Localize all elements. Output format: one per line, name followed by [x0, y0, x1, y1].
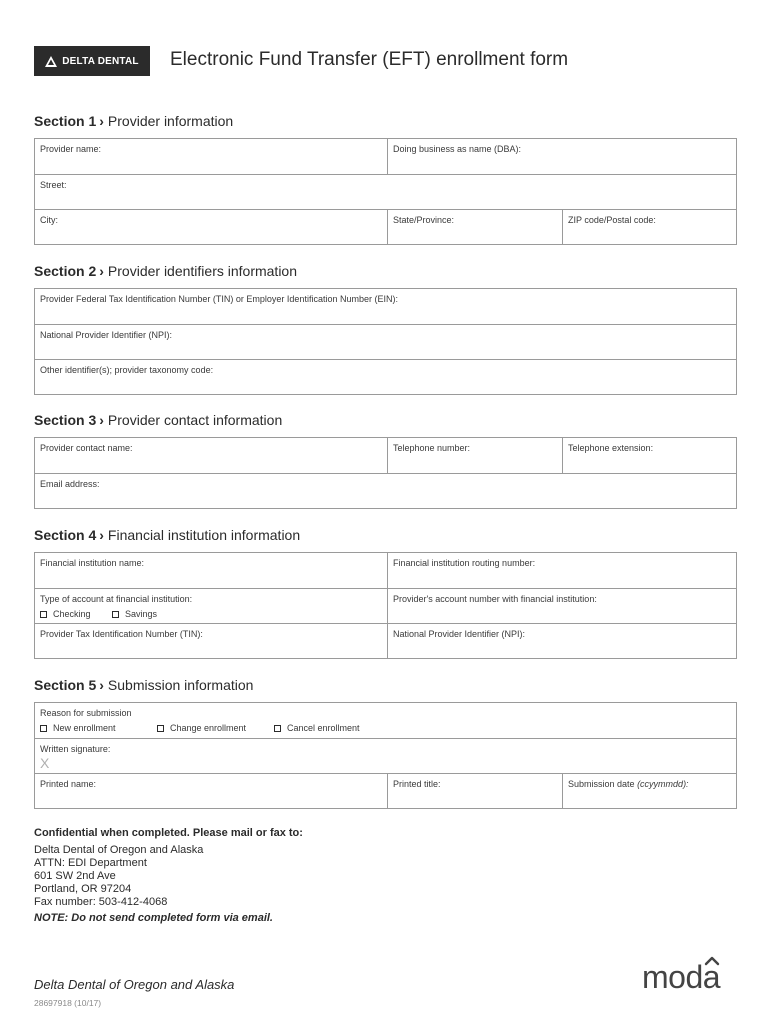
section-title: Provider contact information — [107, 412, 283, 428]
printed-name-field[interactable]: Printed name: — [40, 779, 97, 789]
section-heading — [34, 526, 737, 546]
submission-table — [34, 702, 737, 809]
moda-chevron-icon — [642, 955, 742, 969]
new-enrollment-checkbox[interactable] — [40, 725, 47, 732]
submission-date-label: Submission date — [568, 779, 635, 789]
address-line: Delta Dental of Oregon and Alaska — [34, 844, 204, 856]
change-enrollment-checkbox[interactable] — [157, 725, 164, 732]
footer-organization: Delta Dental of Oregon and Alaska — [34, 977, 235, 992]
cancel-enrollment-label: Cancel enrollment — [287, 723, 360, 733]
extension-field[interactable]: Telephone extension: — [562, 438, 736, 473]
checking-label: Checking — [53, 609, 91, 619]
section-heading — [34, 676, 737, 696]
section-provider-identifiers — [34, 262, 737, 395]
table-row — [35, 139, 736, 174]
table-row — [35, 324, 736, 359]
section-provider-information — [34, 112, 737, 245]
other-identifier-field[interactable]: Other identifier(s); provider taxonomy code: — [40, 365, 214, 375]
new-enrollment-option[interactable] — [40, 722, 157, 735]
section-title: Financial institution information — [107, 527, 301, 543]
delta-dental-logo — [34, 46, 150, 76]
section-number: Section 5 — [34, 677, 97, 693]
account-type-cell — [35, 589, 387, 623]
section-number: Section 1 — [34, 113, 97, 129]
section-title: Provider identifiers information — [107, 263, 298, 279]
section-heading — [34, 112, 737, 132]
financial-institution-table — [34, 552, 737, 659]
savings-label: Savings — [125, 609, 158, 619]
routing-number-field[interactable]: Financial institution routing number: — [387, 553, 736, 588]
section-title: Submission information — [107, 677, 254, 693]
account-type-options — [40, 608, 382, 621]
cancel-enrollment-checkbox[interactable] — [274, 725, 281, 732]
zip-field[interactable]: ZIP code/Postal code: — [562, 210, 736, 244]
section-submission-information — [34, 676, 737, 809]
section-provider-contact — [34, 411, 737, 509]
chevron-right-icon: › — [99, 263, 104, 279]
tin-ein-field[interactable]: Provider Federal Tax Identification Number (TIN) or Employer Identification Number (EIN): — [40, 294, 398, 304]
signature-mark: X — [40, 755, 50, 771]
table-row — [35, 553, 736, 588]
checking-checkbox[interactable] — [40, 611, 47, 618]
city-field[interactable]: City: — [40, 215, 58, 225]
provider-contact-table — [34, 437, 737, 509]
section-heading — [34, 411, 737, 431]
provider-name-field[interactable]: Provider name: — [40, 144, 102, 154]
mailing-instructions — [34, 827, 303, 925]
form-code: 28697918 (10/17) — [34, 998, 102, 1008]
checking-option[interactable] — [40, 608, 112, 621]
account-number-field[interactable]: Provider's account number with financial institution: — [387, 589, 736, 623]
npi-field[interactable]: National Provider Identifier (NPI): — [40, 330, 173, 340]
fax-line: Fax number: 503-412-4068 — [34, 896, 168, 908]
dba-field[interactable]: Doing business as name (DBA): — [387, 139, 736, 174]
date-format-hint: (ccyymmdd): — [637, 779, 689, 789]
cancel-enrollment-option[interactable] — [274, 722, 360, 735]
change-enrollment-label: Change enrollment — [170, 723, 247, 733]
provider-identifiers-table — [34, 288, 737, 395]
email-field[interactable]: Email address: — [40, 479, 100, 489]
reason-options — [40, 722, 731, 735]
table-row — [35, 473, 736, 508]
signature-field[interactable] — [35, 739, 736, 773]
address-line: ATTN: EDI Department — [34, 857, 147, 869]
account-type-label: Type of account at financial institution: — [40, 594, 193, 604]
table-row — [35, 703, 736, 738]
table-row — [35, 623, 736, 658]
address-line: 601 SW 2nd Ave — [34, 870, 116, 882]
provider-tin-field[interactable]: Provider Tax Identification Number (TIN): — [40, 629, 203, 639]
chevron-right-icon: › — [99, 677, 104, 693]
change-enrollment-option[interactable] — [157, 722, 274, 735]
street-field[interactable]: Street: — [40, 180, 67, 190]
address-line: Portland, OR 97204 — [34, 883, 132, 895]
moda-wordmark: moda — [642, 959, 721, 995]
email-note: NOTE: Do not send completed form via email. — [34, 912, 273, 924]
new-enrollment-label: New enrollment — [53, 723, 116, 733]
reason-label: Reason for submission — [40, 708, 132, 718]
telephone-field[interactable]: Telephone number: — [387, 438, 562, 473]
section-number: Section 2 — [34, 263, 97, 279]
section-title: Provider information — [107, 113, 234, 129]
moda-logo — [642, 955, 742, 993]
table-row — [35, 289, 736, 324]
page-title: Electronic Fund Transfer (EFT) enrollment form — [170, 49, 569, 70]
section-number: Section 4 — [34, 527, 97, 543]
logo-text: DELTA DENTAL — [62, 55, 139, 67]
fi-name-field[interactable]: Financial institution name: — [40, 558, 145, 568]
state-field[interactable]: State/Province: — [387, 210, 562, 244]
provider-info-table — [34, 138, 737, 245]
chevron-right-icon: › — [99, 412, 104, 428]
provider-npi-field[interactable]: National Provider Identifier (NPI): — [387, 624, 736, 658]
mailing-heading: Confidential when completed. Please mail or fax to: — [34, 827, 303, 839]
delta-triangle-icon — [45, 56, 57, 67]
chevron-right-icon: › — [99, 113, 104, 129]
table-row — [35, 773, 736, 808]
section-financial-institution — [34, 526, 737, 659]
table-row — [35, 209, 736, 244]
section-heading — [34, 262, 737, 282]
chevron-right-icon: › — [99, 527, 104, 543]
signature-label: Written signature: — [40, 744, 111, 754]
savings-checkbox[interactable] — [112, 611, 119, 618]
savings-option[interactable] — [112, 608, 157, 621]
submission-date-field[interactable] — [562, 774, 736, 808]
printed-title-field[interactable]: Printed title: — [387, 774, 562, 808]
table-row — [35, 174, 736, 209]
table-row — [35, 359, 736, 394]
table-row — [35, 588, 736, 623]
contact-name-field[interactable]: Provider contact name: — [40, 443, 133, 453]
table-row — [35, 738, 736, 773]
table-row — [35, 438, 736, 473]
reason-cell — [35, 703, 736, 738]
section-number: Section 3 — [34, 412, 97, 428]
